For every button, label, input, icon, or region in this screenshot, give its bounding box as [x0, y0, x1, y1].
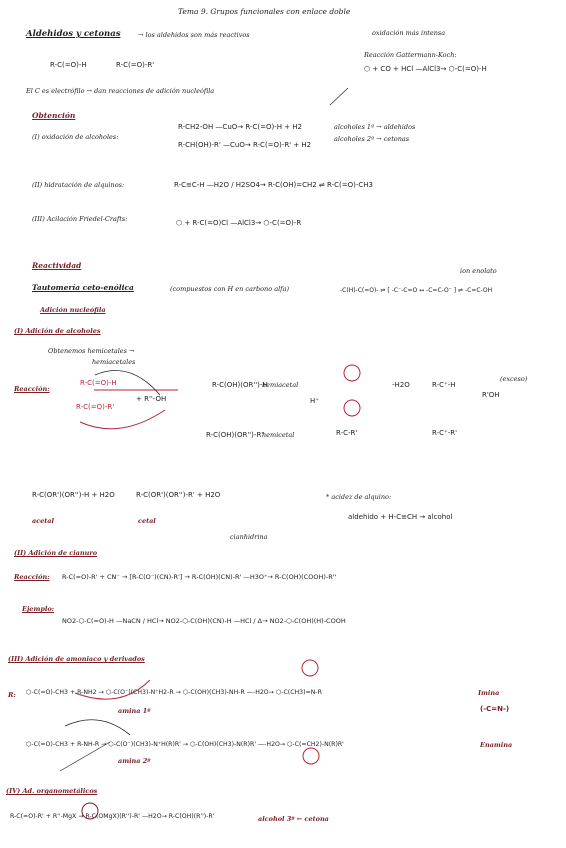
- ketone-formula: R-C(=O)-R': [116, 61, 155, 69]
- reaccion-label-2: Reacción:: [14, 573, 50, 581]
- amoniaco-heading: (III) Adición de amoniaco y derivados: [8, 655, 145, 663]
- obtenemos-note: Obtenemos hemicetales →: [48, 347, 135, 355]
- cetal-label: cetal: [138, 517, 156, 525]
- imina-formula: (-C=N-): [480, 705, 510, 713]
- alcoholes-heading: (I) Adición de alcoholes: [14, 327, 101, 335]
- reactant-ketone: R-C(=O)-R': [76, 403, 115, 411]
- amina-2-label: amina 2º: [118, 757, 151, 765]
- electrophile-note: El C es electrófilo → dan reacciones de adición nucleófila: [26, 87, 215, 95]
- hemiacetal-formula: R-C(OH)(OR'')-H: [212, 381, 268, 389]
- protonated-hemicetal: R-C-R': [336, 429, 358, 437]
- organometalicos-note: alcohol 3º ← cetona: [258, 815, 329, 823]
- acidez-formula: aldehido + H-C≡CH → alcohol: [348, 513, 453, 521]
- obtencion-item-3-label: (III) Acilación Friedel-Crafts:: [32, 215, 128, 223]
- amoniaco-line-1: ⬡-C(=O)-CH3 + R-NH2 → ⬡-C(O⁻)(CH3)-N⁺H2-R → ⬡-C(OH)(CH3)-NH-R —-H2O→ ⬡-C(CH3)=N-R: [26, 689, 322, 696]
- oxocarbenium-1: R-C⁺-H: [432, 381, 456, 389]
- acetal-formula: R-C(OR')(OR'')-H + H2O: [32, 491, 115, 499]
- adicion-nucleofila-heading: Adición nucleófila: [40, 306, 106, 314]
- ion-enolato-label: ion enolato: [460, 267, 497, 275]
- imina-label: Imina: [478, 689, 500, 697]
- reactividad-heading: Reactividad: [32, 261, 82, 270]
- r-label: R:: [8, 691, 16, 699]
- enamina-label: Enamina: [480, 741, 513, 749]
- cianuro-reaction: R-C(=O)-R' + CN⁻ → [R-C(O⁻)(CN)-R'] → R-C(OH)(CN)-R' —H3O⁺→ R-C(OH)(COOH)-R'': [62, 573, 337, 581]
- hemicetal-formula: R-C(OH)(OR'')-R': [206, 431, 264, 439]
- reaccion-label-1: Reacción:: [14, 385, 50, 393]
- right-note-2: Reacción Gattermann-Koch:: [364, 51, 457, 59]
- hemiacetales-note: hemiacetales: [92, 358, 136, 366]
- minus-h2o-label: -H2O: [392, 381, 410, 389]
- h-plus-label: H⁺: [310, 397, 319, 405]
- acidez-label: * acidez de alquino:: [326, 493, 392, 501]
- cianuro-heading: (II) Adición de cianuro: [14, 549, 98, 557]
- obtencion-note-1: alcoholes 1º → aldehidos: [334, 123, 416, 131]
- heading-note: → los aldehidos son más reactivos: [138, 31, 250, 39]
- cianhidrina-label: cianhidrina: [230, 533, 268, 541]
- tautomeria-heading: Tautomería ceto-enólica: [32, 283, 134, 292]
- exceso-label: (exceso): [500, 375, 528, 383]
- obtencion-note-2: alcoholes 2º → cetonas: [334, 135, 410, 143]
- cetal-formula: R-C(OR')(OR'')-R' + H2O: [136, 491, 221, 499]
- aldehyde-formula: R-C(=O)-H: [50, 61, 87, 69]
- obtencion-item-1-line2: R-CH(OH)-R' —CuO→ R-C(=O)-R' + H2: [178, 141, 312, 149]
- obtencion-heading: Obtención: [32, 111, 76, 120]
- gk-reaction: ⬡ + CO + HCl —AlCl3→ ⬡-C(=O)-H: [364, 65, 487, 73]
- organometalicos-formula: R-C(=O)-R' + R''-MgX → R-C(OMgX)(R'')-R' —H2O→ R-C(OH)(R'')-R': [10, 813, 215, 820]
- obtencion-item-1-label: (I) oxidación de alcoholes:: [32, 133, 119, 141]
- amoniaco-line-2: ⬡-C(=O)-CH3 + R-NH-R → ⬡-C(O⁻)(CH3)-N⁺H(R)R' → ⬡-C(OH)(CH3)-N(R)R' —-H2O→ ⬡-C(=CH2)-N(R)R': [26, 741, 344, 748]
- reactant-alcohol: + R''-OH: [136, 395, 167, 403]
- reactant-carbonyl: R-C(=O)-H: [80, 379, 117, 387]
- amina-1-label: amina 1º: [118, 707, 151, 715]
- organometalicos-heading: (IV) Ad. organometálicos: [6, 787, 98, 795]
- keto-enol-equilibrium: -C(H)-C(=O)- ⇌ [ -C⁻-C=O ↔ -C=C-O⁻ ] ⇌ -C=C-OH: [340, 287, 493, 294]
- obtencion-item-3-line1: ⬡ + R-C(=O)Cl —AlCl3→ ⬡-C(=O)-R: [176, 219, 302, 227]
- acetal-label: acetal: [32, 517, 54, 525]
- obtencion-item-2-line1: R-C≡C-H —H2O / H2SO4→ R-C(OH)=CH2 ⇌ R-C(=O)-CH3: [174, 181, 373, 189]
- obtencion-item-2-label: (II) hidratación de alquinos:: [32, 181, 125, 189]
- hemicetal-label: hemicetal: [262, 431, 295, 439]
- hemiacetal-label: hemiacetal: [262, 381, 299, 389]
- cianuro-example: NO2-⬡-C(=O)-H —NaCN / HCl→ NO2-⬡-C(OH)(CN)-H —HCl / Δ→ NO2-⬡-C(OH)(H)-COOH: [62, 617, 346, 625]
- ejemplo-label: Ejemplo:: [22, 605, 55, 613]
- page-title: Tema 9. Grupos funcionales con enlace doble: [178, 7, 351, 16]
- oxocarbenium-2: R-C⁺-R': [432, 429, 458, 437]
- section-heading-aldehidos: Aldehidos y cetonas: [26, 29, 121, 39]
- r-oh-label: R'OH: [482, 391, 500, 399]
- right-note-1: oxidación más intensa: [372, 29, 446, 37]
- tautomeria-note: (compuestos con H en carbono alfa): [170, 285, 289, 293]
- obtencion-item-1-line1: R-CH2-OH —CuO→ R-C(=O)-H + H2: [178, 123, 303, 131]
